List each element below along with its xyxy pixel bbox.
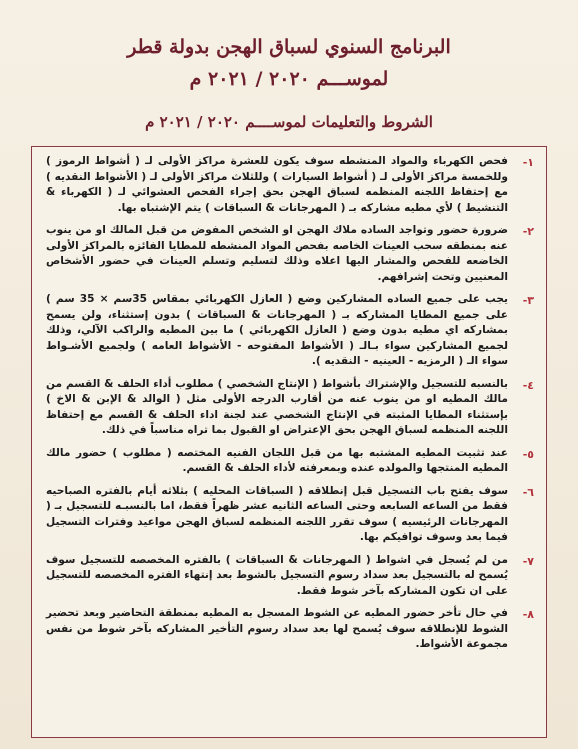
list-item	[46, 154, 534, 216]
item-text: فحص الكهرباء والمواد المنشطه سوف يكون للعشرة مراكز الأولى لـ ( أشواط الرموز ) وللخمسة مراكز الأولى لـ ( أشواط السيارات ) وللثلاث مراكز الأولى لـ ( الأشواط النقديه ) مع إحتفاظ اللجنه المنظمه لسباق الهجن بحق إجراء الفحص العشوائي لـ ( الكهرباء & التنشيط ) لأي مطيه مشاركه بـ ( المهرجانات & السباقات ) يتم الإشتباه بها.	[46, 155, 508, 214]
item-text: ضرورة حضور وتواجد الساده ملاك الهجن او الشخص المفوض من قبل المالك او من ينوب عنه بمنطقه سحب العينات الخاصه بفحص المواد المنشطه للمطايا الفائزه بالمراكز الأولى الخاضعه للفحص والمشار اليها اعلاه وذلك لتسليم وتسلم العينات في حضور الأشخاص المعنيين وتحت إشرافهم.	[46, 224, 508, 283]
item-number: ١-	[522, 156, 534, 169]
list-item	[46, 223, 534, 285]
header	[0, 34, 578, 92]
item-text: عند تثبيت المطيه المشتبه بها من قبل اللجان الفنيه المختصه ( مطلوب ) حضور مالك المطيه المنتجها والمولده عنده وبمعرفته لأداء الحلف & القسم.	[46, 446, 508, 474]
list-item	[46, 377, 534, 439]
list-item	[46, 484, 534, 546]
terms-list	[46, 154, 534, 660]
item-number: ٨-	[522, 608, 534, 621]
item-number: ٥-	[522, 447, 534, 461]
item-text: يجب على جميع الساده المشاركين وضع ( العازل الكهربائي بمقاس 35سم × 35 سم ) على جميع المطايا المشاركه بـ ( المهرجانات & السباقات ) بدون إستثناء، ولن يسمح بمشاركه اي مطيه بدون وضع ( العازل الكهربائي ) ما بين المطيه والراكب الآلي، وذلك لجميع المشاركين سواء بـالـ ( الأشواط المفتوحه - الأشواط العامه ) ولجميع الأشـواط سواء الـ ( الرمزيه - العينيه - النقديه ).	[46, 293, 508, 367]
item-number: ٢-	[522, 225, 534, 238]
list-item	[46, 606, 534, 653]
page-title: البرنامج السنوي لسباق الهجن بدولة قطر	[127, 36, 451, 58]
list-item	[46, 292, 534, 370]
item-number: ٧-	[522, 554, 534, 568]
item-number: ٦-	[522, 485, 534, 499]
season-title: لموســـم ٢٠٢٠ / ٢٠٢١ م	[189, 68, 389, 90]
item-text: بالنسبه للتسجيل والإشتراك بأشواط ( الإنتاج الشخصي ) مطلوب أداء الحلف & القسم من مالك المطيه او من ينوب عنه من أقارب الدرجه الأولى مثل ( الوالد & الإبن & الاخ ) بإستثناء المطايا المثبته في الإنتاج الشخصي عند لجنة اداء الحلف & القسم مع إحتفاظ اللجنه المنظمه لسباق الهجن بحق الإعتراض او القبول بما تراه مناسباً في ذلك.	[46, 377, 508, 436]
item-number: ٤-	[522, 378, 534, 392]
item-text: من لم يُسجل في اشواط ( المهرجانات & السباقات ) بالفتره المخصصه للتسجيل سوف يُسمح له بالتسجيل بعد سداد رسوم التسجيل بالشوط بعد إنتهاء الفتره المخصصه للتسجيل على ان تكون المشاركه بآخر شوط فقط.	[46, 553, 508, 597]
list-item	[46, 553, 534, 600]
item-text: سوف يفتح باب التسجيل قبل إنطلاقه ( السباقات المحليه ) بثلاثه أيام بالفتره الصباحيه فقط من الساعه السابعه وحتى الساعه الثانيه عشر ظهراً فقط، اما بالنسبـه للتسجيل بـ ( المهرجانات الرئيسيه ) سوف تقرر اللجنه المنظمه لسباق الهجن مواعيد وفترات التسجيل فيما بعد وسوف توافيكم بها.	[46, 484, 508, 543]
terms-subtitle: الشروط والتعليمات لموســــم ٢٠٢٠ / ٢٠٢١ م	[145, 113, 433, 131]
terms-box	[31, 146, 547, 738]
item-text: في حال تأخر حضور المطيه عن الشوط المسجل به المطيه بمنطقة التحاضير وبعد تحضير الشوط للإنطلاقه سوف يُسمح لها بعد سداد رسوم التأخير المشاركه بآخر شوط من نفس مجموعة الأشواط.	[46, 607, 508, 650]
list-item	[46, 446, 534, 477]
item-number: ٣-	[522, 294, 534, 307]
